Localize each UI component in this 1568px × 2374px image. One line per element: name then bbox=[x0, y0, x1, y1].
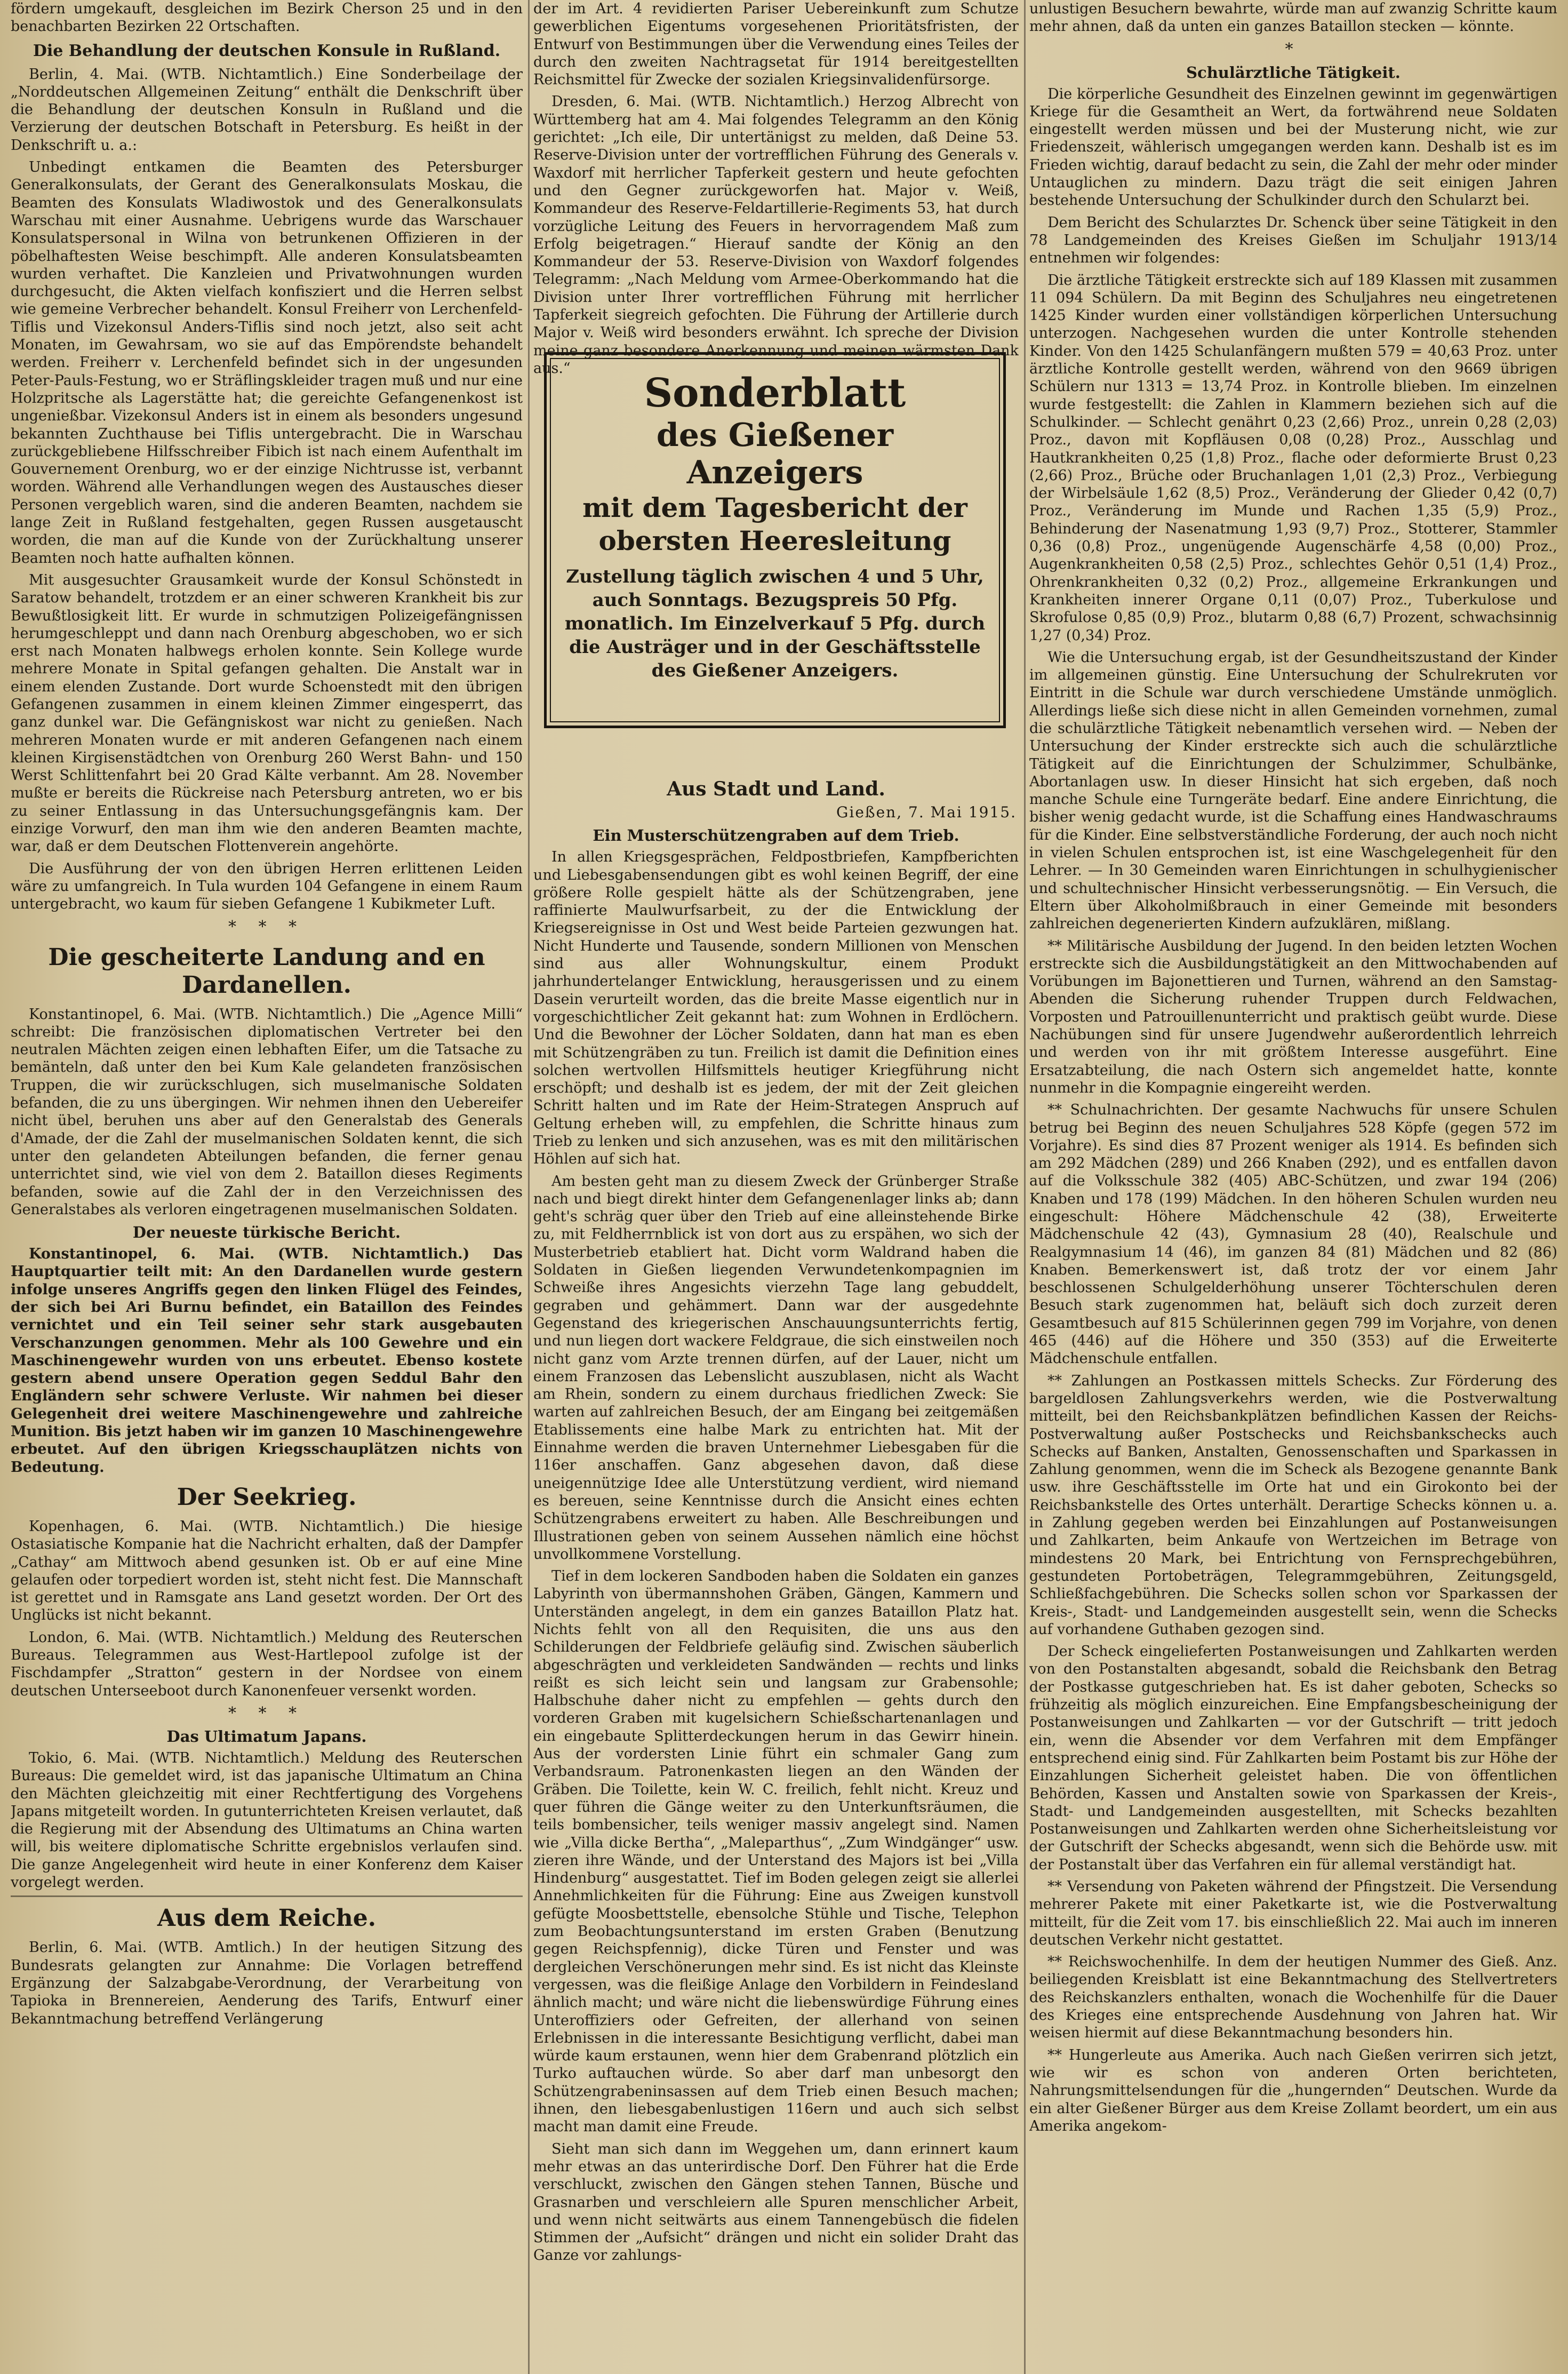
separator-stars: * * * bbox=[228, 917, 306, 936]
paragraph: Dresden, 6. Mai. (WTB. Nichtamtlich.) Herzog Albrecht von Württemberg hat am 4. Mai folgendes Telegramm an den König gerichtet: „Ich eile, Dir untertänigst zu melden, daß Deine 53. Reserve-Division unter der vortrefflichen Führung des Generals v. Waxdorf mit herrlicher Tapferkeit gestern und heute gefochten und den Gegner zurückgeworfen hat. Major v. Weiß, Kommandeur des Reserve-Feldartillerie-Regiments 53, hat durch vorzügliche Leitung des Feuers in hervorragendem Maß zum Erfolg beigetragen.“ Hierauf sandte der König an den Kommandeur der 53. Reserve-Division von Waxdorf folgendes Telegramm: „Nach Meldung vom Armee-Oberkommando hat die Division unter Ihrer vortrefflichen Führung mit herrlicher Tapferkeit siegreich gefochten. Die Führung der Artillerie durch Major v. Weiß wird besonders erwähnt. Ich spreche der Division meine ganz besondere Anerkennung und meinen wärmsten Dank aus.“ bbox=[533, 93, 1019, 377]
paragraph: ** Zahlungen an Postkassen mittels Schecks. Zur Förderung des bargeldlosen Zahlungsverkehrs werden, wie die Postverwaltung mitteilt, bei den Reichsbankplätzen befindlichen Kassen der Reichs-Postverwaltung außer Postschecks und Reichsbankschecks auch Schecks auf Banken, Anstalten, Genossenschaften und Sparkassen in Zahlung genommen, wenn die im Scheck als Bezogene genannte Bank usw. ihre Geschäftsstelle im Orte hat und ein Girokonto bei der Reichsbankstelle des Ortes unterhält. Derartige Schecks können u. a. in Zahlung gegeben werden bei Einzahlungen auf Postanweisungen und Zahlkarten, beim Ankaufe von Wertzeichen im Betrage von mindestens 20 Mark, bei Entrichtung von Fernsprechgebühren, gestundeten Portobeträgen, Telegrammgebühren, Zeitungsgeld, Schließfachgebühren. Die Schecks sollen schon vor Sparkassen der Kreis-, Stadt- und Landgemeinden ausgestellt sein, wenn die Schecks auf vorhandene Guthaben gezogen sind. bbox=[1029, 1372, 1557, 1638]
paragraph: ** Versendung von Paketen während der Pfingstzeit. Die Versendung mehrerer Pakete mit einer Paketkarte ist, wie die Postverwaltung mitteilt, für die Zeit vom 17. bis einschließlich 22. Mai auch im inneren deutschen Verkehr nicht gestattet. bbox=[1029, 1878, 1557, 1948]
paragraph: Berlin, 6. Mai. (WTB. Amtlich.) In der heutigen Sitzung des Bundesrats gelangten zur Annahme: Die Vorlagen betreffend Ergänzung der Salzabgabe-Verordnung, der Verarbeitung von Tapioka in Brennereien, Aenderung des Tarifs, Entwurf einer Bekanntmachung betreffend Verlängerung bbox=[11, 1939, 523, 2027]
advertisement-inner bbox=[550, 358, 1000, 722]
column-rule bbox=[528, 0, 530, 2374]
ad-line: obersten Heeresleitung bbox=[598, 525, 951, 556]
headline-seekrieg: Der Seekrieg. bbox=[177, 1483, 357, 1511]
intro-text: fördern umgekauft, desgleichen im Bezirk Cherson 25 und in den benachbarten Bezirken 22 Ortschaften. bbox=[11, 1, 523, 35]
paragraph: Am besten geht man zu diesem Zweck der Grünberger Straße nach und biegt direkt hinter dem Gefangenenlager links ab; dann geht's schräg quer über den Trieb auf eine alleinstehende Birke zu, mit Feldherrnblick ist von dort aus zu erspähen, wo sich der Musterbetrieb etabliert hat. Dicht vorm Waldrand haben die Soldaten in Gießen liegenden Verwundetenkompagnien im Schweiße ihres Angesichts vierzehn Tage lang gebuddelt, gegraben und gehämmert. Dann war der ausgedehnte Gegenstand des kriegerischen Anschauungsunterrichts fertig, und nun liegen dort wackere Feldgraue, die sich einstweilen noch nicht ganz vom Arzte trennen dürfen, auf der Lauer, nicht um einem Franzosen das Lebenslicht auszublasen, nicht als Wacht am Rhein, sondern zu einem durchaus friedlichen Zweck: Sie warten auf zahlreichen Besuch, der am Eingang bei zeitgemäßen Etablissements eine halbe Mark zu entrichten hat. Mit der Einnahme werden die braven Unternehmer Liebesgaben für die 116er anschaffen. Ganz abgesehen davon, daß diese uneigennützige Idee alle Unterstützung verdient, wird niemand es bereuen, seine Kenntnisse durch die Ansicht eines echten Schützengrabens erweitert zu haben. Alle Beschreibungen und Illustrationen geben von seinem Aussehen nämlich eine höchst unvollkommene Vorstellung. bbox=[533, 1173, 1019, 1563]
headline-konsule: Die Behandlung der deutschen Konsule in Rußland. bbox=[33, 41, 501, 60]
paragraph: Berlin, 4. Mai. (WTB. Nichtamtlich.) Eine Sonderbeilage der „Norddeutschen Allgemeinen Zeitung“ enthält die Denkschrift über die Behandlung der deutschen Konsuln in Rußland und die Verzierung der deutschen Botschaft in Petersburg. Es heißt in der Denkschrift u. a.: bbox=[11, 66, 523, 154]
paragraph: ** Hungerleute aus Amerika. Auch nach Gießen verirren sich jetzt, wie wir es schon von anderen Orten berichteten, Nahrungsmittelsendungen für die „hungernden“ Deutschen. Wurde da ein alter Gießener Bürger aus dem Kreise Zollamt beordert, um ein aus Amerika angekom- bbox=[1029, 2046, 1557, 2134]
headline-bericht: Der neueste türkische Bericht. bbox=[132, 1223, 401, 1242]
ad-details: Zustellung täglich zwischen 4 und 5 Uhr, auch Sonntags. Bezugspreis 50 Pfg. monatlich. Im Einzelverkauf 5 Pfg. durch die Austräger und in der Geschäftsstelle des Gießener Anzeigers. bbox=[564, 566, 986, 681]
advertisement-box bbox=[544, 352, 1006, 728]
headline-schularzt: Schulärztliche Tätigkeit. bbox=[1186, 63, 1401, 82]
separator-stars: * bbox=[1285, 39, 1302, 59]
dateline: Gießen, 7. Mai 1915. bbox=[836, 803, 1017, 822]
paragraph: ** Reichswochenhilfe. In dem der heutigen Nummer des Gieß. Anz. beiliegenden Kreisblatt ist eine Bekanntmachung des Stellvertreters des Reichskanzlers enthalten, wonach die Wochenhilfe für die Dauer des Krieges eine entsprechende Ausdehnung von Jahren hat. Wir weisen hiermit auf diese Bekanntmachung besonders hin. bbox=[1029, 1954, 1557, 2042]
column-middle bbox=[533, 0, 1019, 2374]
paragraph: Die ärztliche Tätigkeit erstreckte sich auf 189 Klassen mit zusammen 11 094 Schülern. Da mit Beginn des Schuljahres neu eingetretenen 1425 Kinder wurden einer vollständigen körperlichen Untersuchung unterzogen. Nachgesehen wurden die unter Kontrolle stehenden Kinder. Von den 1425 Schulanfängern mußten 579 = 40,63 Proz. unter ärztliche Kontrolle gestellt werden, während von den 9669 übrigen Schülern nur 1313 = 13,74 Proz. in Kontrolle blieben. Im einzelnen wurde festgestellt: die Zahlen in Klammern beziehen sich auf die Schulkinder. — Schlecht genährt 0,23 (2,66) Proz., unrein 0,28 (2,03) Proz., davon mit Kopfläusen 0,08 (0,28) Proz., Ausschlag und Hautkrankheiten 0,25 (1,8) Proz., flache oder deformierte Brust 0,23 (2,66) Proz., Brüche oder Bruchanlagen 1,01 (2,3) Proz., Verbiegung der Wirbelsäule 1,62 (8,5) Proz., Veränderung der Glieder 0,42 (0,7) Proz., Veränderung im Munde und Rachen 1,35 (5,9) Proz., Behinderung der Nasenatmung 1,93 (9,7) Proz., Stotterer, Stammler 0,36 (0,8) Proz., ungenügende Augenschärfe 4,58 (0,00) Proz., Augenkrankheiten 0,58 (2,5) Proz., schlechtes Gehör 0,51 (1,4) Proz., Ohrenkrankheiten 0,32 (0,2) Proz., allgemeine Erkrankungen und Krankheiten innerer Organe 0,11 (0,07) Proz., Tuberkulose und Skrofulose 0,85 (0,9) Proz., blutarm 0,88 (6,7) Prozent, schwachsinnig 1,27 (0,34) Proz. bbox=[1029, 272, 1557, 644]
paragraph: Tief in dem lockeren Sandboden haben die Soldaten ein ganzes Labyrinth von übermannshohen Gräben, Gängen, Kammern und Unterständen angelegt, in dem ein ganzes Bataillon Platz hat. Nichts fehlt von all den Requisiten, die uns aus den Schilderungen der Feldbriefe geläufig sind. Zwischen säuberlich abgeschrägten und verkleideten Sandwänden — rechts und links reißt es sich leicht sein und langsam zur Grabensohle; Halbschuhe daher nicht zu empfehlen — gehts durch den vorderen Graben mit kugelsichern Schießschartenanlagen und ein eingebaute Splitterdeckungen herum in das Gewirr hinein. Aus der vordersten Linie führt ein schmaler Gang zum Verbandsraum. Patronenkasten liegen an den Wänden der Gräben. Die Toilette, kein W. C. freilich, fehlt nicht. Kreuz und quer führen die Gänge weiter zu den Unterkunftsräumen, die teils bombensicher, teils weniger massiv angelegt sind. Namen wie „Villa dicke Bertha“, „Maleparthus“, „Zum Windgänger“ usw. zieren ihre Wände, und der Unterstand des Majors ist bei „Villa Hindenburg“ ausgestattet. Tief im Boden gelegen zeigt sie allerlei Annehmlichkeiten für die Führung: Eine aus Zweigen kunstvoll gefügte Moosbettstelle, ebensolche Stühle und Tische, Telephon zum Beobachtungsunterstand im ersten Graben (Benutzung gegen Reichspfennig), dicke Türen und Fenster und was dergleichen Verschönerungen mehr sind. Es ist nicht das Kleinste vergessen, was die fleißige Anlage den Vorbildern in Feindesland ähnlich macht; und wäre nicht die liebenswürdige Führung eines Unteroffiziers oder Gefreiten, der allerhand von seinen Erlebnissen in die interessante Besichtigung verflicht, dabei man würde kaum erstaunen, wenn hier dem Grabenrand plötzlich ein Turko auftauchen würde. So aber darf man unbesorgt den Schützengrabeninsassen auf dem Trieb einen Besuch machen; ihnen, den liebesgabenlustigen 116ern und auch sich selbst macht man damit eine Freude. bbox=[533, 1568, 1019, 2136]
column-right bbox=[1029, 0, 1557, 2374]
paragraph: Kopenhagen, 6. Mai. (WTB. Nichtamtlich.) Die hiesige Ostasiatische Kompanie hat die Nachricht erhalten, daß der Dampfer „Cathay“ am Mittwoch abend gesunken ist. Ob er auf eine Mine gelaufen oder torpediert worden ist, steht nicht fest. Die Mannschaft ist gerettet und in Ramsgate ans Land gesetzt worden. Der Ort des Unglücks ist nicht bekannt. bbox=[11, 1518, 523, 1624]
headline-dardanellen: Die gescheiterte Landung and en Dardanellen. bbox=[48, 943, 485, 999]
paragraph: Der Scheck eingelieferten Postanweisungen und Zahlkarten werden von den Postanstalten abgesandt, sobald die Reichsbank den Betrag der Postkasse gutgeschrieben hat. Es ist daher geboten, Schecks so frühzeitig als möglich einzureichen. Eine Empfangsbescheinigung der Postanweisungen und Zahlkarten — vor der Gutschrift — tritt jedoch ein, wenn die Absender vor dem Verfahren mit dem Empfänger entsprechend einig sind. Für Zahlkarten beim Postamt bis zur Höhe der Einzahlungen Sicherheit geleistet haben. Die von öffentlichen Behörden, Kassen und Anstalten sowie von Sparkassen der Kreis-, Stadt- und Landgemeinden ausgestellten, mit Schecks bezahlten Postanweisungen und Zahlkarten werden ohne Sicherheitsleistung vor der Gutschrift der Schecks abgesandt, wenn sich die Behörde usw. mit der Postanstalt über das Verfahren ein für allemal verständigt hat. bbox=[1029, 1643, 1557, 1873]
paragraph: Mit ausgesuchter Grausamkeit wurde der Konsul Schönstedt in Saratow behandelt, trotzdem er an einer schweren Krankheit bis zur Bewußtlosigkeit litt. Er wurde in schmutzigen Polizeigefängnissen herumgeschleppt und dann nach Orenburg abgeschoben, wo er sich erst nach Monaten halbwegs erholen konnte. Sein Kollege wurde mehrere Monate in Spital gefangen gehalten. Die Anstalt war in einem elenden Zustande. Dort wurde Schoenstedt mit den übrigen Gefangenen zusammen in einem kleinen Zimmer eingesperrt, das ganz dunkel war. Die Gefängniskost war nicht zu genießen. Nach mehreren Monaten wurde er mit anderen Gefangenen nach einem kleinen Kirgisenstädtchen von Orenburg 260 Werst Bahn- und 150 Werst Schlittenfahrt bei 20 Grad Kälte verbannt. Am 28. November mußte er bereits die Rückreise nach Petersburg antreten, wo er bis zu seiner Entlassung in das Untersuchungsgefängnis kam. Der einzige Vorwurf, den man ihm wie den anderen Beamten machte, war, daß er dem Deutschen Flottenverein angehörte. bbox=[11, 571, 523, 855]
paragraph: Konstantinopel, 6. Mai. (WTB. Nichtamtlich.) Die „Agence Milli“ schreibt: Die französischen diplomatischen Vertreter bei den neutralen Mächten zeigen einen lebhaften Eifer, um die Tatsache zu bemänteln, daß unter den bei Kum Kale gelandeten französischen Truppen, die wir zurückschlugen, sich muselmanische Soldaten befanden, die zu uns übergingen. Wir nehmen ihnen den Uebereifer nicht übel, beruhen uns aber auf den Generalstab des Generals d'Amade, der die Zahl der muselmanischen Soldaten kennt, die sich unter den gelandeten Abteilungen befanden, die ferner genau unterrichtet sind, wie viel von dem 2. Bataillon dieses Regiments befanden, sowie auf die Zahl der in den Verzeichnissen des Generalstabes als verloren eingetragenen muselmanischen Soldaten. bbox=[11, 1006, 523, 1218]
paragraph: London, 6. Mai. (WTB. Nichtamtlich.) Meldung des Reuterschen Bureaus. Telegrammen aus West-Hartlepool zufolge ist der Fischdampfer „Stratton“ gestern in der Nordsee von einem deutschen Unterseeboot durch Kanonenfeuer versenkt worden. bbox=[11, 1629, 523, 1699]
ad-title: Sonderblatt bbox=[644, 370, 906, 416]
headline-reiche: Aus dem Reiche. bbox=[157, 1905, 377, 1932]
paragraph: Dem Bericht des Schularztes Dr. Schenck über seine Tätigkeit in den 78 Landgemeinden des Kreises Gießen im Schuljahr 1913/14 entnehmen wir folgendes: bbox=[1029, 214, 1557, 267]
paragraph: der im Art. 4 revidierten Pariser Uebereinkunft zum Schutze gewerblichen Eigentums vorgesehenen Prioritätsfristen, der Entwurf von Bestimmungen über die Verwendung eines Teiles der durch den zweiten Nachtragsetat für 1914 bereitgestellten Reichsmittel für Zwecke der sozialen Kriegsinvalidenfürsorge. bbox=[533, 1, 1019, 89]
paragraph: In allen Kriegsgesprächen, Feldpostbriefen, Kampfberichten und Liebesgabensendungen gibt es wohl keinen Begriff, der eine größere Rolle gespielt hätte als der Schützengraben, jene raffinierte Maulwurfsarbeit, zu der die Entwicklung der Kriegsereignisse in Ost und West beide Parteien gezwungen hat. Nicht Hunderte und Tausende, sondern Millionen von Menschen sind aus aller Wohnungskultur, einem Produkt jahrhundertelanger Entwicklung, herausgerissen und zu einem Dasein verurteilt worden, das die breite Masse eigentlich nur in vorgeschichtlicher Zeit gekannt hat: zum Wohnen in Erdlöchern. Und die Bewohner der Löcher Soldaten, dann hat man es eben mit Schützengräben zu tun. Freilich ist damit die Definition eines solchen wertvollen Hilfsmittels heutiger Kriegführung nicht erschöpft; und deshalb ist es jedem, der mit der Zeit gleichen Schritt halten und im Rate der Heim-Strategen Anspruch auf Geltung erheben will, zu empfehlen, die Schritte hinaus zum Trieb zu lenken und sich anzusehen, was es mit den militärischen Höhlen auf sich hat. bbox=[533, 849, 1019, 1168]
headline-stadt: Aus Stadt und Land. bbox=[667, 778, 885, 801]
column-rule bbox=[1024, 0, 1026, 2374]
paragraph: Die körperliche Gesundheit des Einzelnen gewinnt im gegenwärtigen Kriege für die Gesamtheit an Wert, da fortwährend neue Soldaten eingestellt werden müssen und bei der Musterung nicht, wie zur Friedenszeit, wählerisch umgegangen werden kann. Deshalb ist es im Frieden wichtig, darauf bedacht zu sein, die Zahl der mehr oder minder Untauglichen zu mindern. Dazu trägt die seit einigen Jahren bestehende Untersuchung der Schulkinder durch den Schularzt bei. bbox=[1029, 85, 1557, 209]
column-left bbox=[11, 0, 523, 2374]
separator-stars: * * * bbox=[228, 1703, 306, 1723]
paragraph: unlustigen Besuchern bewahrte, würde man auf zwanzig Schritte kaum mehr ahnen, daß da unten ein ganzes Bataillon stecken — könnte. bbox=[1029, 1, 1557, 35]
paragraph: Wie die Untersuchung ergab, ist der Gesundheitszustand der Kinder im allgemeinen günstig. Eine Untersuchung der Schulrekruten vor Eintritt in die Schule war durch verschiedene Umstände unmöglich. Allerdings ließe sich diese nicht in allen Gemeinden vornehmen, zumal die schulärztliche Tätigkeit nebenamtlich versehen wird. — Neben der Untersuchung der Kinder erstreckte sich auch die schulärztliche Tätigkeit auf die Einrichtungen der Schulzimmer, Schulbänke, Abortanlagen usw. In dieser Hinsicht hat sich ergeben, daß noch manche Schule eine Turngeräte bedarf. Eine andere Einrichtung, die bisher wenig gedacht wurde, ist die Schaffung eines Handwaschraums für die Kinder. Eine selbstverständliche Forderung, der auch noch nicht in vielen Schulen entsprochen ist, ist eine Waschgelegenheit für den Lehrer. — In 30 Gemeinden waren Einrichtungen in schulhygienischer und schultechnischer Hinsicht verbesserungsnötig. — Ein Versuch, die Eltern über Alkoholmißbrauch in einer Gemeinde mit besonders zahlreichen degenerierten Kindern aufzuklären, mißlang. bbox=[1029, 649, 1557, 933]
headline-schuetzengraben: Ein Musterschützengraben auf dem Trieb. bbox=[593, 826, 959, 845]
paragraph: Konstantinopel, 6. Mai. (WTB. Nichtamtlich.) Das Hauptquartier teilt mit: An den Dardanellen wurde gestern infolge unseres Angriffs gegen den linken Flügel des Feindes, der sich bei Ari Burnu befindet, ein Bataillon des Feindes vernichtet und ein Teil seiner sehr stark ausgebauten Verschanzungen genommen. Mehr als 100 Gewehre und ein Maschinengewehr wurden von uns erbeutet. Ebenso kostete gestern abend unsere Operation gegen Seddul Bahr den Engländern sehr schwere Verluste. Wir nahmen bei dieser Gelegenheit drei weitere Maschinengewehre und zahlreiche Munition. Bis jetzt haben wir im ganzen 10 Maschinengewehre erbeutet. Auf den übrigen Kriegsschauplätzen nichts von Bedeutung. bbox=[11, 1246, 523, 1476]
headline-japan: Das Ultimatum Japans. bbox=[166, 1727, 367, 1746]
paragraph: Unbedingt entkamen die Beamten des Petersburger Generalkonsulats, der Gerant des Generalkonsulats Moskau, die Beamten des Konsulats Wladiwostok und des Generalkonsulats Warschau mit einer Ausnahme. Uebrigens wurde das Warschauer Konsulatspersonal in Wilna von betrunkenen Offizieren in der pöbelhaftesten Weise beschimpft. Alle anderen Konsulatsbeamten wurden verhaftet. Die Kanzleien und Privatwohnungen wurden durchgesucht, die Akten vielfach konfisziert und die Herren selbst wie gemeine Verbrecher behandelt. Konsul Freiherr von Lerchenfeld-Tiflis und Vizekonsul Anders-Tiflis sind noch jetzt, also seit acht Monaten, im Gewahrsam, wo sie auf das Empörendste behandelt werden. Freiherr v. Lerchenfeld befindet sich in der ungesunden Peter-Pauls-Festung, wo er Sträflingskleider tragen muß und nur eine Holzpritsche als Lagerstätte hat; die gereichte Gefangenenkost ist ungenießbar. Vizekonsul Anders ist in einem als besonders ungesund bekannten Zuchthause bei Tiflis untergebracht. Die in Warschau zurückgebliebene Hilfsschreiber Fibich ist nach einem Aufenthalt im Gouvernement Orenburg, wo er der einzige Nichtrusse ist, verbannt worden. Während alle Verhandlungen wegen des Austausches dieser Personen vergeblich waren, sind die anderen Beamten, nachdem sie lange Zeit in Rußland festgehalten, gegen Russen ausgetauscht worden, die man auf die Kunde von der Zurückhaltung unserer Beamten noch hatte aufhalten können. bbox=[11, 159, 523, 567]
paragraph: ** Schulnachrichten. Der gesamte Nachwuchs für unsere Schulen betrug bei Beginn des neuen Schuljahres 528 Köpfe (gegen 572 im Vorjahre). Es sind dies 87 Prozent weniger als 1914. Es befinden sich am 292 Mädchen (289) und 266 Knaben (292), und es entfallen davon auf die Volksschule 382 (405) ABC-Schützen, und zwar 194 (206) Knaben und 178 (199) Mädchen. In den höheren Schulen wurden neu eingeschult: Höhere Mädchenschule 42 (38), Erweiterte Mädchenschule 42 (43), Gymnasium 28 (40), Realschule und Realgymnasium 14 (46), im ganzen 84 (81) Mädchen und 82 (86) Knaben. Bemerkenswert ist, daß trotz der vor einem Jahr beschlossenen Schulgelderhöhung unserer Töchterschulen deren Besuch stark zugenommen hat, beläuft sich doch zurzeit deren Gesamtbesuch auf 815 Schülerinnen gegen 799 im Vorjahre, von denen 465 (446) auf die Höhere und 350 (353) auf die Erweiterte Mädchenschule entfallen. bbox=[1029, 1102, 1557, 1367]
ad-line: mit dem Tagesbericht der bbox=[582, 492, 967, 523]
paragraph: Tokio, 6. Mai. (WTB. Nichtamtlich.) Meldung des Reuterschen Bureaus: Die gemeldet wird, ist das japanische Ultimatum an China den Mächten gleichzeitig mit einer Rechtfertigung des Vorgehens Japans mitgeteilt worden. In gutunterrichteten Kreisen verlautet, daß die Regierung mit der Absendung des Ultimatums an China warten will, bis weitere diplomatische Schritte ergebnislos verlaufen sind. Die ganze Angelegenheit wird heute in einer Konferenz dem Kaiser vorgelegt werden. bbox=[11, 1749, 523, 1891]
ad-subtitle: des Gießener Anzeigers bbox=[656, 417, 894, 491]
paragraph: Sieht man sich dann im Weggehen um, dann erinnert kaum mehr etwas an das unterirdische Dorf. Den Führer hat die Erde verschluckt, zwischen den Gängen stehen Tannen, Büsche und Grasnarben und verschleiern alle Spuren menschlicher Arbeit, und wenn nicht seitwärts aus einem Tannengebüsch die fidelen Stimmen der „Aufsicht“ drängen und nicht ein solider Draht das Ganze vor zahlungs- bbox=[533, 2140, 1019, 2264]
paragraph: ** Militärische Ausbildung der Jugend. In den beiden letzten Wochen erstreckte sich die Ausbildungstätigkeit an den Mittwochabenden auf Vorübungen im Bajonettieren und Turnen, während an den Samstag-Abenden die Sicherung ruhender Truppen durch Feldwachen, Vorposten und Patrouillenunterricht und praktisch geübt wurde. Diese Nachübungen sind für unsere Jugendwehr außerordentlich lehrreich und werden von ihr mit größtem Interesse ausgeführt. Eine Ersatzabteilung, die nach Ostern sich angemeldet hatte, konnte nunmehr in die Kompagnie eingereiht werden. bbox=[1029, 937, 1557, 1096]
paragraph: Die Ausführung der von den übrigen Herren erlittenen Leiden wäre zu umfangreich. In Tula wurden 104 Gefangene in einem Raum untergebracht, wo kaum für sieben Gefangene 1 Kubikmeter Luft. bbox=[11, 860, 523, 913]
divider bbox=[11, 1895, 523, 1897]
